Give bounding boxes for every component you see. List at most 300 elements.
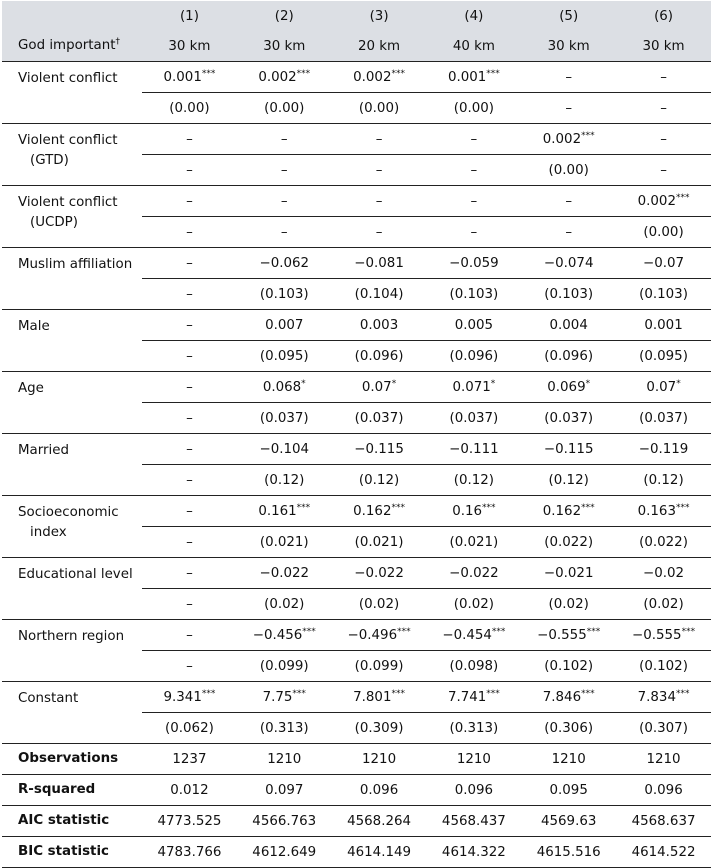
significance-stars: *** bbox=[397, 626, 411, 637]
coefficient-value: 7.75 bbox=[262, 689, 293, 705]
header-radius-5: 30 km bbox=[547, 38, 590, 54]
statistic-value: 1237 bbox=[142, 744, 237, 775]
standard-error-cell: (0.00) bbox=[616, 217, 711, 248]
coefficient-value: 0.001 bbox=[447, 69, 487, 85]
coefficient-value: 0.163 bbox=[637, 503, 676, 519]
coefficient-row bbox=[2, 186, 711, 217]
coefficient-value: 0.002 bbox=[637, 193, 676, 209]
header-radius-3: 20 km bbox=[358, 38, 401, 54]
coefficient-cell bbox=[237, 434, 332, 465]
variable-label bbox=[2, 434, 142, 496]
coefficient-value: – bbox=[186, 503, 193, 519]
coefficient-cell bbox=[142, 434, 237, 465]
header-model-3: (3) bbox=[369, 8, 389, 24]
coefficient-row bbox=[2, 248, 711, 279]
coefficient-cell bbox=[426, 124, 521, 155]
coefficient-cell bbox=[521, 248, 616, 279]
coefficient-cell bbox=[426, 558, 521, 589]
coefficient-cell bbox=[142, 372, 237, 403]
coefficient-cell bbox=[332, 186, 427, 217]
coefficient-cell bbox=[426, 62, 521, 93]
coefficient-value: 7.846 bbox=[542, 689, 582, 705]
coefficient-value: – bbox=[470, 131, 478, 147]
coefficient-cell bbox=[142, 186, 237, 217]
coefficient-row bbox=[2, 124, 711, 155]
coefficient-cell bbox=[521, 186, 616, 217]
coefficient-value: – bbox=[375, 131, 383, 147]
statistic-value: 0.096 bbox=[426, 775, 521, 806]
header-radius-2: 30 km bbox=[263, 38, 306, 54]
coefficient-value: −0.555 bbox=[632, 627, 682, 643]
variable-label-line: Northern region bbox=[18, 629, 125, 644]
coefficient-cell bbox=[332, 682, 427, 713]
standard-error-cell: (0.02) bbox=[521, 589, 616, 620]
standard-error-cell: – bbox=[142, 651, 237, 682]
standard-error-cell: (0.102) bbox=[616, 651, 711, 682]
standard-error-cell: – bbox=[142, 465, 237, 496]
coefficient-value: 0.002 bbox=[542, 131, 582, 147]
statistic-row bbox=[2, 837, 711, 868]
standard-error-cell: – bbox=[616, 93, 711, 124]
coefficient-value: −0.022 bbox=[449, 565, 499, 581]
coefficient-cell bbox=[521, 62, 616, 93]
coefficient-value: 0.005 bbox=[454, 317, 494, 333]
coefficient-cell bbox=[332, 558, 427, 589]
statistic-value: 4612.649 bbox=[237, 837, 332, 868]
standard-error-cell: (0.12) bbox=[521, 465, 616, 496]
coefficient-cell bbox=[332, 248, 427, 279]
coefficient-cell bbox=[616, 310, 711, 341]
header-corner-label bbox=[2, 31, 142, 62]
coefficient-cell bbox=[521, 558, 616, 589]
coefficient-cell bbox=[142, 496, 237, 527]
variable-label-line: Violent conflict bbox=[18, 133, 118, 148]
coefficient-row bbox=[2, 682, 711, 713]
coefficient-value: – bbox=[186, 441, 193, 457]
coefficient-cell bbox=[332, 310, 427, 341]
standard-error-cell: – bbox=[237, 217, 332, 248]
significance-stars: *** bbox=[201, 68, 216, 79]
coefficient-cell bbox=[521, 620, 616, 651]
standard-error-cell: (0.021) bbox=[237, 527, 332, 558]
standard-error-cell: (0.037) bbox=[237, 403, 332, 434]
statistic-label: AIC statistic bbox=[2, 806, 142, 837]
standard-error-cell: – bbox=[142, 155, 237, 186]
significance-stars: *** bbox=[486, 688, 500, 699]
coefficient-row bbox=[2, 310, 711, 341]
standard-error-cell: (0.103) bbox=[426, 279, 521, 310]
standard-error-cell: – bbox=[142, 341, 237, 372]
coefficient-value: – bbox=[280, 193, 288, 209]
coefficient-cell bbox=[426, 248, 521, 279]
statistic-value: 4614.322 bbox=[426, 837, 521, 868]
coefficient-value: – bbox=[280, 131, 288, 147]
variable-label bbox=[2, 620, 142, 682]
coefficient-cell bbox=[237, 310, 332, 341]
dagger-mark: † bbox=[115, 37, 120, 47]
coefficient-value: 7.834 bbox=[637, 689, 676, 705]
coefficient-cell bbox=[237, 372, 332, 403]
significance-stars: *** bbox=[675, 502, 690, 513]
significance-stars: *** bbox=[391, 68, 405, 79]
statistic-value: 0.097 bbox=[237, 775, 332, 806]
significance-stars: *** bbox=[391, 688, 405, 699]
coefficient-row bbox=[2, 496, 711, 527]
standard-error-cell: (0.12) bbox=[426, 465, 521, 496]
coefficient-cell bbox=[521, 682, 616, 713]
variable-label bbox=[2, 62, 142, 124]
statistic-value: 4568.264 bbox=[332, 806, 427, 837]
standard-error-cell: – bbox=[426, 155, 521, 186]
statistic-value: 4566.763 bbox=[237, 806, 332, 837]
coefficient-value: – bbox=[186, 627, 193, 643]
standard-error-cell: (0.021) bbox=[332, 527, 427, 558]
standard-error-cell: (0.313) bbox=[237, 713, 332, 744]
coefficient-value: 0.007 bbox=[265, 317, 304, 333]
variable-label-line: Socioeconomic bbox=[18, 505, 119, 520]
standard-error-cell: (0.313) bbox=[426, 713, 521, 744]
significance-stars: *** bbox=[675, 688, 690, 699]
standard-error-cell: – bbox=[142, 527, 237, 558]
coefficient-value: −0.02 bbox=[643, 565, 685, 581]
standard-error-cell: (0.022) bbox=[616, 527, 711, 558]
header-radius-1: 30 km bbox=[168, 38, 211, 54]
variable-label bbox=[2, 186, 142, 248]
coefficient-cell bbox=[521, 434, 616, 465]
significance-stars: *** bbox=[675, 192, 690, 203]
standard-error-cell: (0.096) bbox=[332, 341, 427, 372]
coefficient-value: – bbox=[565, 193, 573, 209]
statistic-value: 4568.637 bbox=[616, 806, 711, 837]
header-radius-6: 30 km bbox=[642, 38, 685, 54]
coefficient-cell bbox=[332, 620, 427, 651]
coefficient-cell bbox=[616, 248, 711, 279]
coefficient-value: 7.801 bbox=[353, 689, 392, 705]
coefficient-value: 0.16 bbox=[452, 503, 483, 519]
header-row-model-numbers bbox=[2, 1, 711, 31]
coefficient-value: −0.115 bbox=[543, 441, 594, 457]
coefficient-value: 0.162 bbox=[353, 503, 392, 519]
significance-stars: *** bbox=[581, 130, 595, 141]
header-row-radius bbox=[2, 31, 711, 62]
coefficient-value: 0.001 bbox=[163, 69, 202, 85]
standard-error-cell: – bbox=[521, 217, 616, 248]
statistic-value: 1210 bbox=[237, 744, 332, 775]
standard-error-cell: – bbox=[521, 93, 616, 124]
statistic-value: 4783.766 bbox=[142, 837, 237, 868]
variable-label-line: (UCDP) bbox=[30, 215, 78, 230]
significance-stars: * bbox=[391, 378, 397, 389]
variable-label-line: Male bbox=[18, 319, 50, 334]
variable-label bbox=[2, 248, 142, 310]
significance-stars: *** bbox=[201, 688, 216, 699]
coefficient-cell bbox=[237, 248, 332, 279]
significance-stars: * bbox=[301, 378, 306, 389]
variable-label-line: Violent conflict bbox=[18, 195, 118, 210]
coefficient-cell bbox=[142, 558, 237, 589]
standard-error-cell: (0.02) bbox=[426, 589, 521, 620]
variable-label-line: (GTD) bbox=[30, 153, 69, 168]
standard-error-cell: (0.062) bbox=[142, 713, 237, 744]
coefficient-value: 0.001 bbox=[644, 317, 683, 333]
coefficient-value: −0.07 bbox=[643, 255, 685, 271]
significance-stars: *** bbox=[292, 688, 306, 699]
variable-label-line: Constant bbox=[18, 691, 79, 706]
coefficient-value: −0.081 bbox=[354, 255, 404, 271]
coefficient-value: −0.021 bbox=[543, 565, 594, 581]
variable-label-line: Educational level bbox=[18, 567, 133, 582]
significance-stars: *** bbox=[302, 626, 316, 637]
standard-error-cell: (0.103) bbox=[616, 279, 711, 310]
coefficient-value: 0.004 bbox=[549, 317, 588, 333]
variable-label bbox=[2, 124, 142, 186]
standard-error-cell: (0.00) bbox=[521, 155, 616, 186]
coefficient-cell bbox=[142, 248, 237, 279]
coefficient-value: 0.068 bbox=[262, 379, 302, 395]
standard-error-cell: (0.102) bbox=[521, 651, 616, 682]
coefficient-value: 0.069 bbox=[547, 379, 586, 395]
coefficient-value: – bbox=[186, 193, 193, 209]
coefficient-value: −0.104 bbox=[259, 441, 310, 457]
coefficient-value: – bbox=[186, 131, 193, 147]
statistic-label: Observations bbox=[2, 744, 142, 775]
statistic-value: 4568.437 bbox=[426, 806, 521, 837]
statistic-value: 0.095 bbox=[521, 775, 616, 806]
statistic-value: 1210 bbox=[332, 744, 427, 775]
standard-error-cell: (0.12) bbox=[616, 465, 711, 496]
coefficient-cell bbox=[237, 496, 332, 527]
coefficient-value: −0.119 bbox=[638, 441, 689, 457]
statistic-value: 1210 bbox=[426, 744, 521, 775]
standard-error-cell: (0.309) bbox=[332, 713, 427, 744]
statistic-label: BIC statistic bbox=[2, 837, 142, 868]
variable-label bbox=[2, 496, 142, 558]
coefficient-cell bbox=[426, 310, 521, 341]
coefficient-value: −0.454 bbox=[442, 627, 492, 643]
coefficient-value: 7.741 bbox=[447, 689, 487, 705]
coefficient-value: −0.074 bbox=[543, 255, 594, 271]
coefficient-cell bbox=[616, 434, 711, 465]
coefficient-row bbox=[2, 62, 711, 93]
coefficient-cell bbox=[142, 62, 237, 93]
coefficient-value: 0.003 bbox=[359, 317, 399, 333]
statistic-value: 4615.516 bbox=[521, 837, 616, 868]
statistic-label: R-squared bbox=[2, 775, 142, 806]
coefficient-cell bbox=[237, 558, 332, 589]
standard-error-cell: (0.00) bbox=[332, 93, 427, 124]
statistic-value: 4773.525 bbox=[142, 806, 237, 837]
statistic-value: 0.096 bbox=[616, 775, 711, 806]
significance-stars: *** bbox=[296, 502, 311, 513]
coefficient-value: – bbox=[565, 69, 573, 85]
coefficient-value: 0.162 bbox=[542, 503, 582, 519]
standard-error-cell: (0.021) bbox=[426, 527, 521, 558]
coefficient-cell bbox=[142, 682, 237, 713]
variable-label bbox=[2, 372, 142, 434]
coefficient-cell bbox=[426, 496, 521, 527]
statistic-value: 4614.149 bbox=[332, 837, 427, 868]
significance-stars: *** bbox=[581, 688, 595, 699]
coefficient-cell bbox=[237, 62, 332, 93]
coefficient-cell bbox=[142, 124, 237, 155]
coefficient-value: −0.496 bbox=[347, 627, 398, 643]
standard-error-cell: (0.02) bbox=[332, 589, 427, 620]
coefficient-cell bbox=[332, 124, 427, 155]
standard-error-cell: – bbox=[142, 589, 237, 620]
coefficient-value: – bbox=[660, 131, 667, 147]
coefficient-cell bbox=[426, 372, 521, 403]
coefficient-value: – bbox=[186, 379, 193, 395]
coefficient-cell bbox=[616, 186, 711, 217]
coefficient-value: −0.555 bbox=[537, 627, 587, 643]
statistic-row bbox=[2, 744, 711, 775]
coefficient-cell bbox=[332, 62, 427, 93]
header-model-5: (5) bbox=[559, 8, 579, 24]
coefficient-value: 9.341 bbox=[163, 689, 202, 705]
standard-error-cell: (0.12) bbox=[332, 465, 427, 496]
coefficient-value: 0.07 bbox=[361, 379, 392, 395]
coefficient-value: −0.115 bbox=[354, 441, 404, 457]
coefficient-cell bbox=[332, 434, 427, 465]
significance-stars: * bbox=[490, 378, 496, 389]
table-body bbox=[2, 62, 711, 868]
coefficient-row bbox=[2, 372, 711, 403]
coefficient-value: −0.111 bbox=[449, 441, 499, 457]
standard-error-cell: (0.037) bbox=[332, 403, 427, 434]
significance-stars: * bbox=[676, 378, 681, 389]
statistic-value: 0.012 bbox=[142, 775, 237, 806]
standard-error-cell: (0.02) bbox=[616, 589, 711, 620]
coefficient-cell bbox=[616, 620, 711, 651]
coefficient-value: −0.456 bbox=[252, 627, 303, 643]
coefficient-value: 0.071 bbox=[452, 379, 491, 395]
standard-error-cell: (0.096) bbox=[426, 341, 521, 372]
standard-error-cell: (0.096) bbox=[521, 341, 616, 372]
header-radius-4: 40 km bbox=[452, 38, 495, 54]
standard-error-cell: (0.037) bbox=[521, 403, 616, 434]
standard-error-cell: (0.095) bbox=[237, 341, 332, 372]
coefficient-cell bbox=[332, 372, 427, 403]
coefficient-value: – bbox=[186, 565, 193, 581]
coefficient-cell bbox=[237, 620, 332, 651]
coefficient-row bbox=[2, 558, 711, 589]
coefficient-cell bbox=[142, 620, 237, 651]
coefficient-value: 0.161 bbox=[258, 503, 297, 519]
variable-label bbox=[2, 558, 142, 620]
standard-error-cell: (0.00) bbox=[426, 93, 521, 124]
dependent-variable-label: God important bbox=[18, 38, 116, 53]
standard-error-cell: (0.00) bbox=[142, 93, 237, 124]
standard-error-cell: – bbox=[426, 217, 521, 248]
statistic-value: 4614.522 bbox=[616, 837, 711, 868]
coefficient-row bbox=[2, 434, 711, 465]
standard-error-cell: (0.095) bbox=[616, 341, 711, 372]
significance-stars: *** bbox=[586, 626, 601, 637]
standard-error-cell: – bbox=[142, 279, 237, 310]
coefficient-row bbox=[2, 620, 711, 651]
standard-error-cell: (0.037) bbox=[616, 403, 711, 434]
standard-error-cell: (0.037) bbox=[426, 403, 521, 434]
standard-error-cell: (0.103) bbox=[521, 279, 616, 310]
significance-stars: *** bbox=[486, 68, 500, 79]
statistic-value: 4569.63 bbox=[521, 806, 616, 837]
coefficient-cell bbox=[521, 124, 616, 155]
coefficient-value: – bbox=[470, 193, 478, 209]
coefficient-cell bbox=[616, 682, 711, 713]
coefficient-value: – bbox=[660, 69, 667, 85]
header-model-6: (6) bbox=[654, 8, 674, 24]
statistic-value: 0.096 bbox=[332, 775, 427, 806]
coefficient-cell bbox=[237, 124, 332, 155]
coefficient-value: −0.022 bbox=[354, 565, 404, 581]
header-model-1: (1) bbox=[179, 8, 199, 24]
coefficient-value: −0.022 bbox=[259, 565, 310, 581]
variable-label-line: index bbox=[30, 525, 67, 540]
standard-error-cell: (0.306) bbox=[521, 713, 616, 744]
header-model-2: (2) bbox=[274, 8, 294, 24]
coefficient-cell bbox=[426, 620, 521, 651]
variable-label bbox=[2, 682, 142, 744]
standard-error-cell: (0.099) bbox=[237, 651, 332, 682]
coefficient-cell bbox=[237, 682, 332, 713]
coefficient-cell bbox=[616, 558, 711, 589]
coefficient-cell bbox=[616, 372, 711, 403]
coefficient-cell bbox=[426, 186, 521, 217]
standard-error-cell: – bbox=[142, 403, 237, 434]
variable-label-line: Violent conflict bbox=[18, 71, 118, 86]
standard-error-cell: (0.098) bbox=[426, 651, 521, 682]
coefficient-value: – bbox=[375, 193, 383, 209]
significance-stars: *** bbox=[681, 626, 696, 637]
coefficient-cell bbox=[426, 434, 521, 465]
coefficient-cell bbox=[616, 496, 711, 527]
coefficient-value: – bbox=[186, 317, 193, 333]
statistic-row bbox=[2, 775, 711, 806]
header-corner-empty bbox=[2, 1, 142, 31]
standard-error-cell: (0.022) bbox=[521, 527, 616, 558]
coefficient-value: 0.002 bbox=[353, 69, 392, 85]
coefficient-cell bbox=[142, 310, 237, 341]
significance-stars: *** bbox=[296, 68, 311, 79]
coefficient-cell bbox=[521, 310, 616, 341]
statistic-row bbox=[2, 806, 711, 837]
statistic-value: 1210 bbox=[616, 744, 711, 775]
variable-label-line: Married bbox=[18, 443, 69, 458]
significance-stars: *** bbox=[491, 626, 506, 637]
coefficient-value: −0.062 bbox=[259, 255, 310, 271]
standard-error-cell: (0.099) bbox=[332, 651, 427, 682]
standard-error-cell: – bbox=[616, 155, 711, 186]
standard-error-cell: – bbox=[142, 217, 237, 248]
variable-label-line: Age bbox=[18, 381, 44, 396]
coefficient-cell bbox=[521, 496, 616, 527]
standard-error-cell: (0.307) bbox=[616, 713, 711, 744]
standard-error-cell: (0.02) bbox=[237, 589, 332, 620]
coefficient-cell bbox=[521, 372, 616, 403]
significance-stars: *** bbox=[482, 502, 496, 513]
coefficient-cell bbox=[426, 682, 521, 713]
coefficient-cell bbox=[616, 62, 711, 93]
coefficient-value: 0.002 bbox=[258, 69, 297, 85]
variable-label-line: Muslim affiliation bbox=[18, 257, 133, 272]
statistic-value: 1210 bbox=[521, 744, 616, 775]
significance-stars: * bbox=[585, 378, 591, 389]
standard-error-cell: (0.104) bbox=[332, 279, 427, 310]
significance-stars: *** bbox=[581, 502, 595, 513]
variable-label bbox=[2, 310, 142, 372]
standard-error-cell: – bbox=[237, 155, 332, 186]
coefficient-cell bbox=[237, 186, 332, 217]
